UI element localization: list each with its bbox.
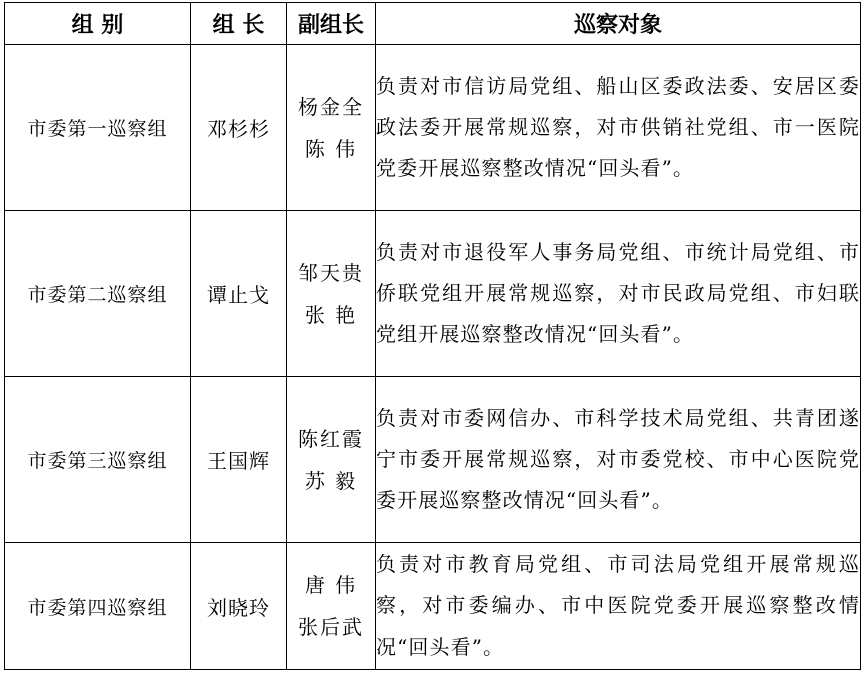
table-row	[5, 377, 861, 543]
header-row	[5, 3, 861, 45]
deputy-leaders	[287, 211, 376, 377]
group-name: 市委第一巡察组	[5, 45, 191, 211]
group-leader: 谭止戈	[191, 211, 287, 377]
group-name: 市委第四巡察组	[5, 543, 191, 670]
table-row	[5, 45, 861, 211]
deputy-name: 陈 伟	[304, 136, 358, 161]
deputy-name: 陈红霞	[298, 426, 364, 451]
header-deputy: 副组长	[287, 3, 376, 45]
deputy-leaders	[287, 543, 376, 670]
table-row	[5, 211, 861, 377]
inspection-target: 负责对市教育局党组、市司法局党组开展常规巡察，对市委编办、市中医院党委开展巡察整改情况“回头看”。	[376, 543, 861, 670]
table-row	[5, 543, 861, 670]
deputy-name: 苏 毅	[304, 468, 358, 493]
group-leader: 邓杉杉	[191, 45, 287, 211]
header-group: 组 别	[5, 3, 191, 45]
deputy-name: 唐 伟	[304, 573, 358, 597]
deputy-name: 邹天贵	[298, 260, 364, 285]
group-name: 市委第三巡察组	[5, 377, 191, 543]
deputy-name: 张 艳	[304, 302, 358, 327]
deputy-name: 张后武	[298, 615, 364, 639]
deputy-name: 杨金全	[298, 94, 364, 119]
group-name: 市委第二巡察组	[5, 211, 191, 377]
group-leader: 王国辉	[191, 377, 287, 543]
deputy-leaders	[287, 45, 376, 211]
inspection-target: 负责对市委网信办、市科学技术局党组、共青团遂宁市委开展常规巡察，对市委党校、市中心医院党委开展巡察整改情况“回头看”。	[376, 377, 861, 543]
inspection-target: 负责对市信访局党组、船山区委政法委、安居区委政法委开展常规巡察，对市供销社党组、市一医院党委开展巡察整改情况“回头看”。	[376, 45, 861, 211]
group-leader: 刘晓玲	[191, 543, 287, 670]
header-target: 巡察对象	[376, 3, 861, 45]
inspection-table	[4, 2, 861, 670]
header-leader: 组 长	[191, 3, 287, 45]
inspection-target: 负责对市退役军人事务局党组、市统计局党组、市侨联党组开展常规巡察，对市民政局党组、市妇联党组开展巡察整改情况“回头看”。	[376, 211, 861, 377]
deputy-leaders	[287, 377, 376, 543]
